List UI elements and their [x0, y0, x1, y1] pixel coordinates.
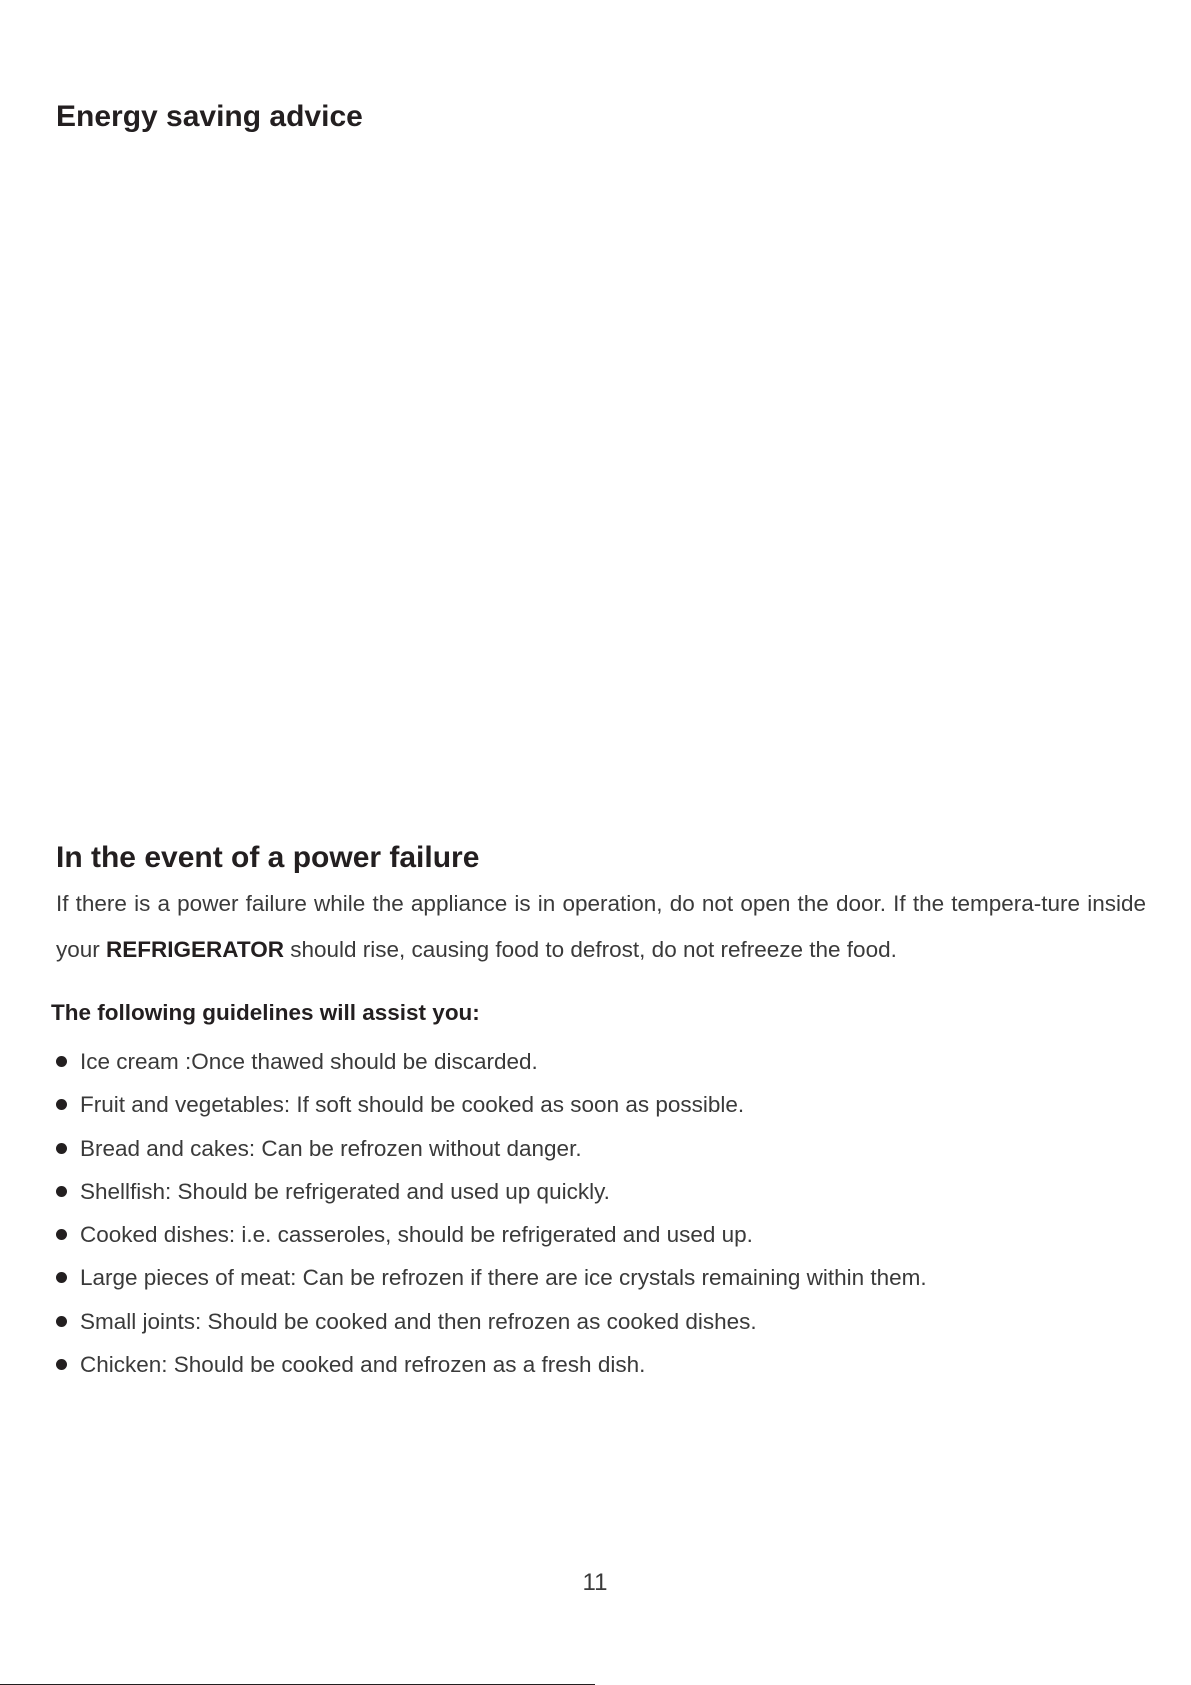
- refrigerator-emphasis: REFRIGERATOR: [106, 937, 284, 962]
- list-item-text: Large pieces of meat: Can be refrozen if there are ice crystals remaining within them.: [80, 1265, 927, 1291]
- guidelines-heading: The following guidelines will assist you:: [51, 1000, 480, 1025]
- list-item-text: Small joints: Should be cooked and then refrozen as cooked dishes.: [80, 1308, 757, 1334]
- paragraph-text-start: If there is a power failure while the appliance is in operation, do not open the door. If the tempera-ture inside your: [56, 891, 1146, 962]
- list-item: [56, 1170, 927, 1213]
- paragraph-text-end: should rise, causing food to defrost, do not refreeze the food.: [283, 937, 897, 962]
- list-item-text: Fruit and vegetables: If soft should be cooked as soon as possible.: [80, 1092, 745, 1118]
- list-item: [56, 1343, 927, 1386]
- bullet-icon: [56, 1099, 67, 1110]
- list-item: [56, 1083, 927, 1126]
- bullet-icon: [56, 1056, 67, 1067]
- bullet-icon: [56, 1143, 67, 1154]
- list-item-text: Chicken: Should be cooked and refrozen as a fresh dish.: [80, 1352, 646, 1378]
- list-item-text: Cooked dishes: i.e. casseroles, should be refrigerated and used up.: [80, 1222, 753, 1248]
- guidelines-list: [56, 1040, 927, 1386]
- bullet-icon: [56, 1229, 67, 1240]
- energy-saving-heading: Energy saving advice: [56, 100, 363, 133]
- power-failure-paragraph: [56, 881, 1146, 973]
- list-item: [56, 1256, 927, 1299]
- page-number: 11: [582, 1569, 608, 1596]
- bullet-icon: [56, 1272, 67, 1283]
- bullet-icon: [56, 1359, 67, 1370]
- list-item-text: Ice cream :Once thawed should be discarded.: [80, 1049, 538, 1074]
- bullet-icon: [56, 1186, 67, 1197]
- list-item-text: Bread and cakes: Can be refrozen without danger.: [80, 1135, 582, 1161]
- list-item: [56, 1213, 927, 1256]
- list-item: [56, 1040, 927, 1083]
- list-item: [56, 1127, 927, 1170]
- list-item: [56, 1300, 927, 1343]
- power-failure-heading: In the event of a power failure: [56, 841, 480, 874]
- bullet-icon: [56, 1316, 67, 1327]
- list-item-text: Shellfish: Should be refrigerated and used up quickly.: [80, 1178, 610, 1204]
